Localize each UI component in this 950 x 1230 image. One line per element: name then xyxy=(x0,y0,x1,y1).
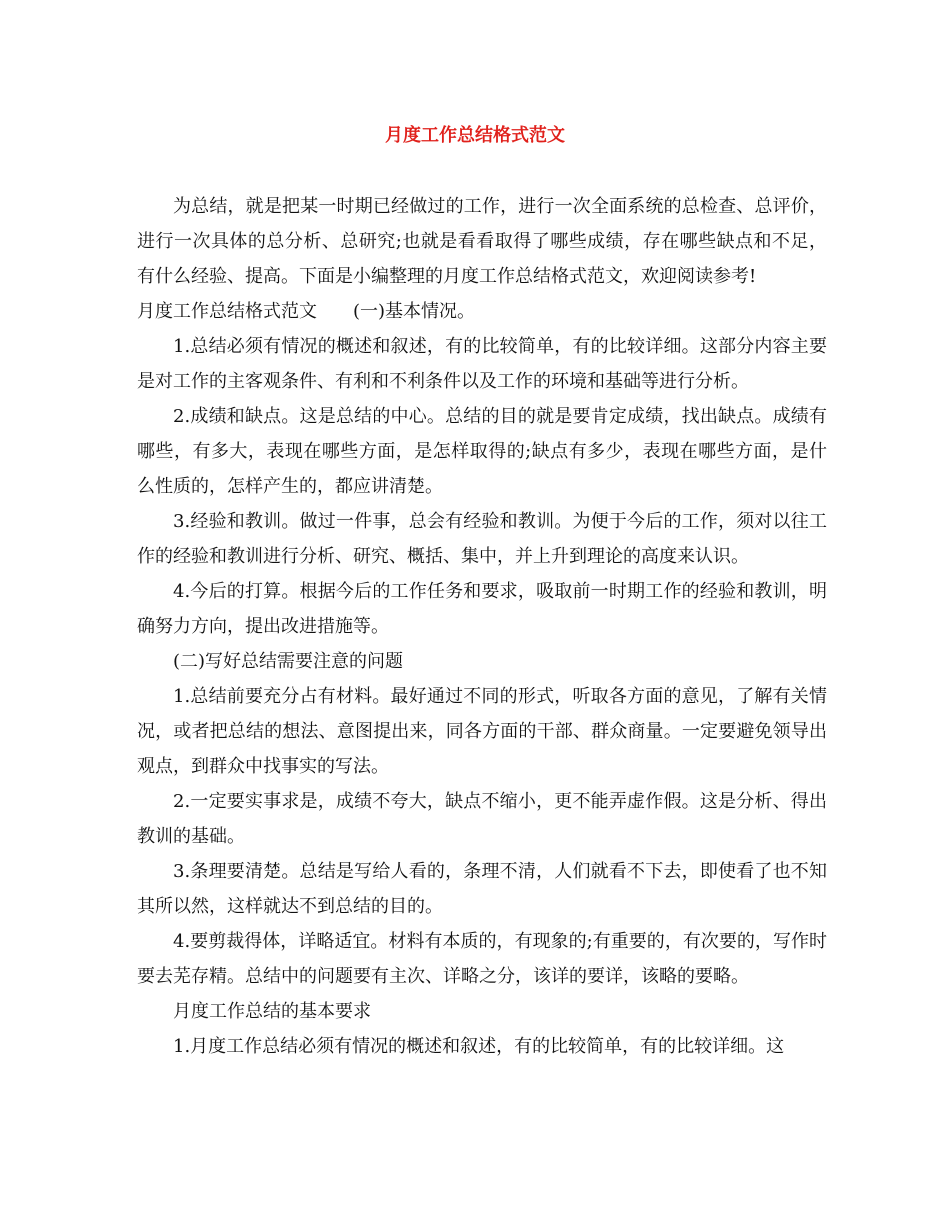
paragraph-item-2: 2.成绩和缺点。这是总结的中心。总结的目的就是要肯定成绩，找出缺点。成绩有哪些，有多大，表现在哪些方面，是怎样取得的;缺点有多少，表现在哪些方面，是什么性质的，怎样产生的，都应讲清楚。 xyxy=(137,406,827,497)
paragraph-note-4: 4.要剪裁得体，详略适宜。材料有本质的，有现象的;有重要的，有次要的，写作时要去芜存精。总结中的问题要有主次、详略之分，该详的要详，该略的要略。 xyxy=(137,931,827,987)
section-heading-requirements: 月度工作总结的基本要求 xyxy=(173,1001,371,1022)
section-heading-notes: (二)写好总结需要注意的问题 xyxy=(173,651,404,672)
paragraph-item-3: 3.经验和教训。做过一件事，总会有经验和教训。为便于今后的工作，须对以往工作的经验和教训进行分析、研究、概括、集中，并上升到理论的高度来认识。 xyxy=(137,511,827,567)
paragraph-note-3: 3.条理要清楚。总结是写给人看的，条理不清，人们就看不下去，即使看了也不知其所以然，这样就达不到总结的目的。 xyxy=(137,861,827,917)
paragraph-note-1: 1.总结前要充分占有材料。最好通过不同的形式，听取各方面的意见，了解有关情况，或者把总结的想法、意图提出来，同各方面的干部、群众商量。一定要避免领导出观点，到群众中找事实的写法。 xyxy=(137,686,827,777)
paragraph-requirement-1: 1.月度工作总结必须有情况的概述和叙述，有的比较简单，有的比较详细。这 xyxy=(173,1036,785,1057)
document-title: 月度工作总结格式范文 xyxy=(385,125,565,146)
paragraph-note-2: 2.一定要实事求是，成绩不夸大，缺点不缩小，更不能弄虚作假。这是分析、得出教训的基础。 xyxy=(137,791,827,847)
section-heading-basic-situation: 月度工作总结格式范文 (一)基本情况。 xyxy=(137,301,476,322)
paragraph-item-1: 1.总结必须有情况的概述和叙述，有的比较简单，有的比较详细。这部分内容主要是对工作的主客观条件、有利和不利条件以及工作的环境和基础等进行分析。 xyxy=(137,336,827,392)
document-body xyxy=(137,189,827,1064)
intro-paragraph: 为总结，就是把某一时期已经做过的工作，进行一次全面系统的总检查、总评价，进行一次具体的总分析、总研究;也就是看看取得了哪些成绩，存在哪些缺点和不足，有什么经验、提高。下面是小编整理的月度工作总结格式范文，欢迎阅读参考! xyxy=(137,196,827,287)
paragraph-item-4: 4.今后的打算。根据今后的工作任务和要求，吸取前一时期工作的经验和教训，明确努力方向，提出改进措施等。 xyxy=(137,581,827,637)
